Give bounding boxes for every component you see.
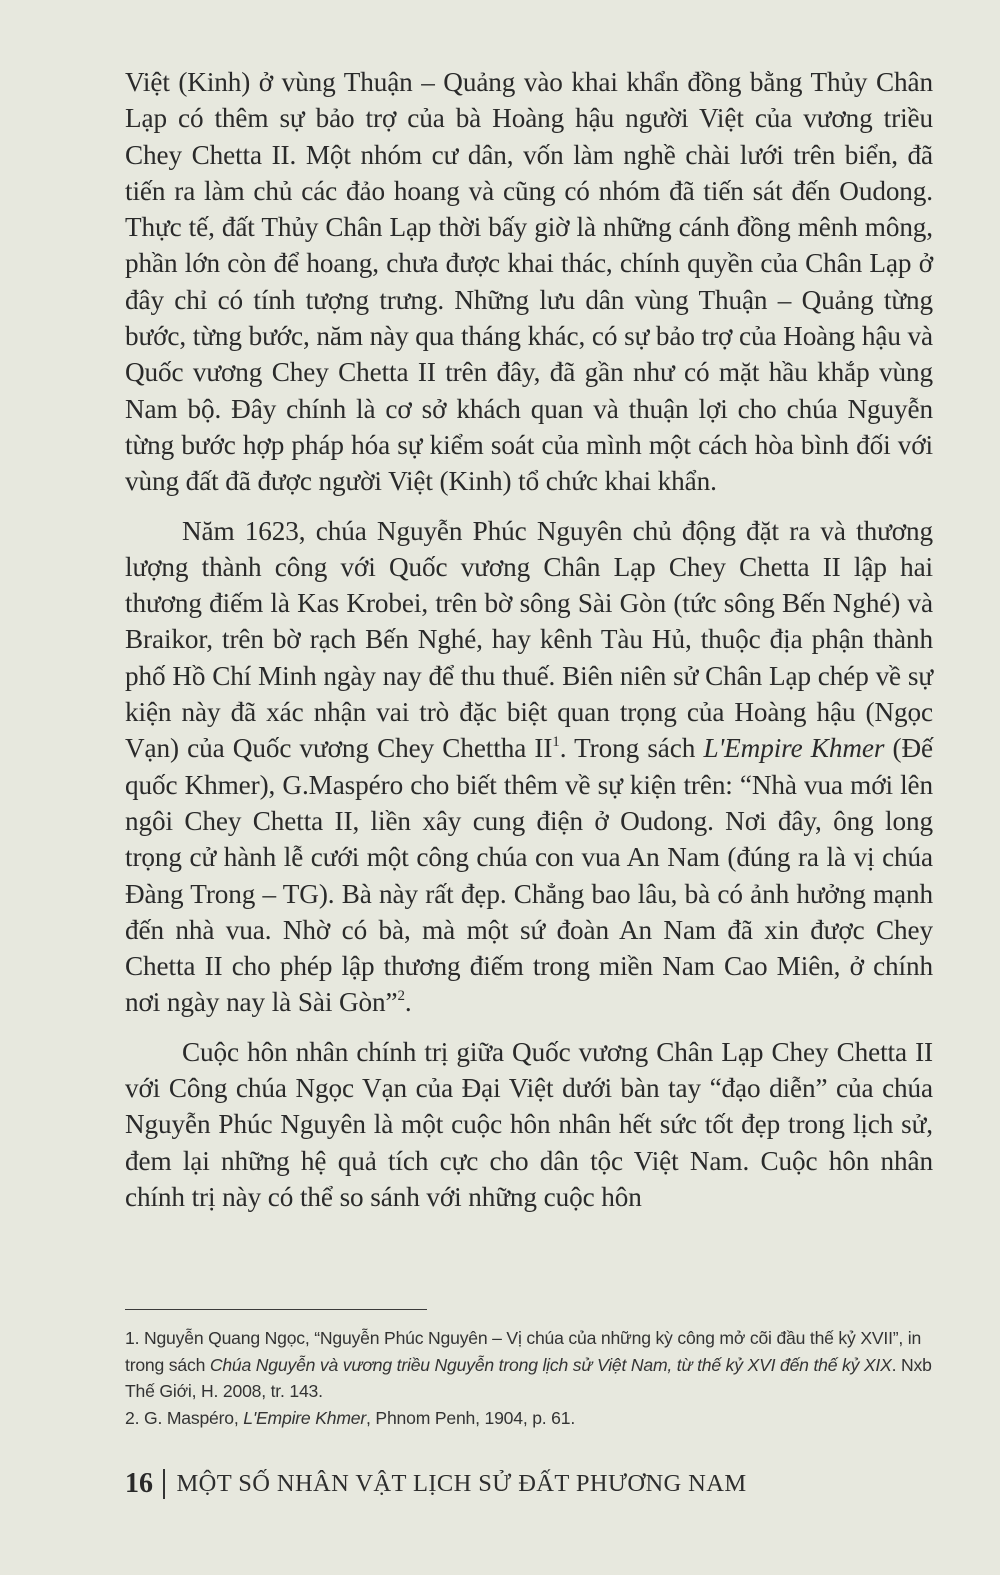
footnote-ref-2: 2 (397, 988, 405, 1005)
paragraph-2: Năm 1623, chúa Nguyễn Phúc Nguyên chủ động đặt ra và thương lượng thành công với Quốc vương Chân Lạp Chey Chetta II lập hai thương điếm là Kas Krobei, trên bờ sông Sài Gòn (tức sông Bến Nghé) và Braikor, trên bờ rạch Bến Nghé, hay kênh Tàu Hủ, thuộc địa phận thành phố Hồ Chí Minh ngày nay để thu thuế. Biên niên sử Chân Lạp chép về sự kiện này đã xác nhận vai trò đặc biệt quan trọng của Hoàng hậu (Ngọc Vạn) của Quốc vương Chey Chettha $II^1$. Trong sách L'Empire Khmer (Đế quốc Khmer), G.Maspéro cho biết thêm về sự kiện trên: “Nhà vua mới lên ngôi Chey Chetta II, liền xây cung điện ở Oudong. Nơi đây, ông long trọng cử hành lễ cưới một công chúa con vua An Nam (đúng ra là vị chúa Đàng Trong – TG). Bà này rất đẹp. Chẳng bao lâu, bà có ảnh hưởng mạnh đến nhà vua. Nhờ có bà, mà một sứ đoàn An Nam đã xin được Chey Chetta II cho phép lập thương điếm trong miền Nam Cao Miên, ở chính nơi ngày nay là Sài Gòn”$^2$. (125, 515, 933, 1018)
footnote-1-title: Chúa Nguyễn và vương triều Nguyễn trong lịch sử Việt Nam, từ thế kỷ XVI đến thế kỷ XIX (209, 1354, 892, 1375)
page-footer (125, 1466, 747, 1502)
page-number: 16 (125, 1468, 153, 1499)
footer-separator (163, 1469, 165, 1499)
paragraph-1: Việt (Kinh) ở vùng Thuận – Quảng vào khai khẩn đồng bằng Thủy Chân Lạp có thêm sự bảo trợ của bà Hoàng hậu người Việt của vương triều Chey Chetta II. Một nhóm cư dân, vốn làm nghề chài lưới trên biển, đã tiến ra làm chủ các đảo hoang và cũng có nhóm đã tiến sát đến Oudong. Thực tế, đất Thủy Chân Lạp thời bấy giờ là những cánh đồng mênh mông, phần lớn còn để hoang, chưa được khai thác, chính quyền của Chân Lạp ở đây chỉ có tính tượng trưng. Những lưu dân vùng Thuận – Quảng từng bước, từng bước, năm này qua tháng khác, có sự bảo trợ của Hoàng hậu và Quốc vương Chey Chetta II trên đây, đã gần như có mặt hầu khắp vùng Nam bộ. Đây chính là cơ sở khách quan và thuận lợi cho chúa Nguyễn từng bước hợp pháp hóa sự kiểm soát của mình một cách hòa bình đối với vùng đất đã được người Việt (Kinh) tổ chức khai khẩn. (125, 67, 933, 497)
footnote-2-title: L'Empire Khmer (243, 1407, 367, 1428)
running-title: MỘT SỐ NHÂN VẬT LỊCH SỬ ĐẤT PHƯƠNG NAM (176, 1470, 747, 1497)
paragraph-3: Cuộc hôn nhân chính trị giữa Quốc vương Chân Lạp Chey Chetta II với Công chúa Ngọc Vạn của Đại Việt dưới bàn tay “đạo diễn” của chúa Nguyễn Phúc Nguyên là một cuộc hôn nhân hết sức tốt đẹp trong lịch sử, đem lại những hệ quả tích cực cho dân tộc Việt Nam. Cuộc hôn nhân chính trị này có thể so sánh với những cuộc hôn (125, 1036, 933, 1212)
footnote-divider (125, 1309, 427, 1310)
footnotes (125, 1325, 937, 1431)
main-text (125, 64, 933, 1215)
footnote-1: 1. Nguyễn Quang Ngọc, “Nguyễn Phúc Nguyên – Vị chúa của những kỳ công mở cõi đầu thế kỷ XVII”, in trong sách Chúa Nguyễn và vương triều Nguyễn trong lịch sử Việt Nam, từ thế kỷ XVI đến thế kỷ XIX. Nxb Thế Giới, H. 2008, tr. 143. (125, 1328, 932, 1402)
footnote-ref-1: 1 (552, 734, 560, 751)
footnote-2: 2. G. Maspéro, L'Empire Khmer, Phnom Penh, 1904, p. 61. (125, 1407, 576, 1428)
book-title: L'Empire Khmer (703, 733, 885, 764)
